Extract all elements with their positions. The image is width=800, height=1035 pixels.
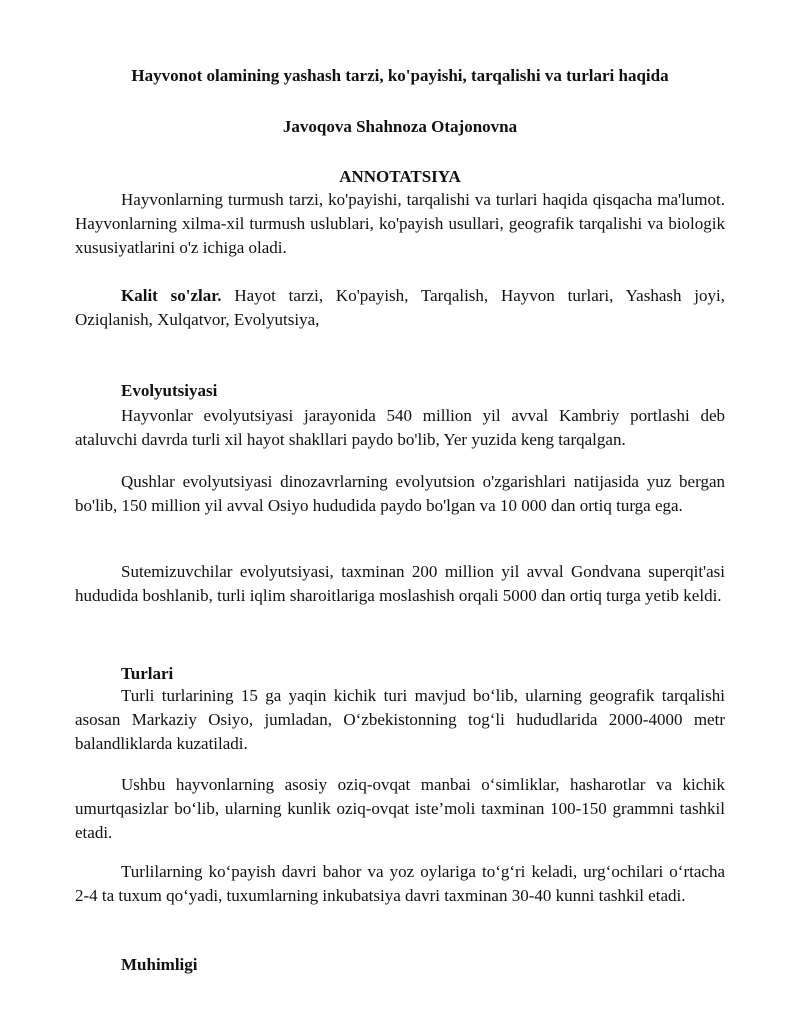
paragraph-types-2: Ushbu hayvonlarning asosiy oziq-ovqat manbai o‘simliklar, hasharotlar va kichik umurtqasizlar bo‘lib, ularning kunlik oziq-ovqat iste’moli taxminan 100-150 grammni tashkil etadi. [75,775,725,842]
section-heading-importance: Muhimligi [121,955,198,974]
section-heading-evolution: Evolyutsiyasi [121,381,218,400]
annotation-text: Hayvonlarning turmush tarzi, ko'payishi, tarqalishi va turlari haqida qisqacha ma'lumot. Hayvonlarning xilma-xil turmush uslublari, ko'payish usullari, geografik tarqalishi va biologik xususiyatlarini o'z ichiga oladi. [75,190,725,257]
author-name: Javoqova Shahnoza Otajonovna [282,117,518,136]
document-title: Hayvonot olamining yashash tarzi, ko'payishi, tarqalishi va turlari haqida [131,66,669,85]
annotation-heading: ANNOTATSIYA [339,167,461,186]
paragraph-types-3: Turlilarning ko‘payish davri bahor va yoz oylariga to‘g‘ri keladi, urg‘ochilari o‘rtacha 2-4 ta tuxum qo‘yadi, tuxumlarning inkubatsiya davri taxminan 30-40 kunni tashkil etadi. [75,862,725,905]
keywords-label: Kalit so'zlar. [121,286,222,305]
keywords-paragraph [75,284,725,332]
paragraph-evolution-1: Hayvonlar evolyutsiyasi jarayonida 540 million yil avval Kambriy portlashi deb ataluvchi davrda turli xil hayot shakllari paydo bo'lib, Yer yuzida keng tarqalgan. [75,406,725,449]
paragraph-evolution-2: Qushlar evolyutsiyasi dinozavrlarning evolyutsion o'zgarishlari natijasida yuz bergan bo'lib, 150 million yil avval Osiyo hududida paydo bo'lgan va 10 000 dan ortiq turga ega. [75,472,725,515]
section-heading-types: Turlari [121,664,174,683]
paragraph-evolution-3: Sutemizuvchilar evolyutsiyasi, taxminan 200 million yil avval Gondvana superqit'asi hududida boshlanib, turli iqlim sharoitlariga moslashish orqali 5000 dan ortiq turga yetib keldi. [75,562,725,605]
keywords-text: Hayot tarzi, Ko'payish, Tarqalish, Hayvon turlari, Yashash joyi, Oziqlanish, Xulqatvor, Evolyutsiya, [75,286,725,329]
paragraph-types-1: Turli turlarining 15 ga yaqin kichik turi mavjud bo‘lib, ularning geografik tarqalishi asosan Markaziy Osiyo, jumladan, O‘zbekistonning tog‘li hududlarida 2000-4000 metr balandliklarda kuzatiladi. [75,686,725,753]
